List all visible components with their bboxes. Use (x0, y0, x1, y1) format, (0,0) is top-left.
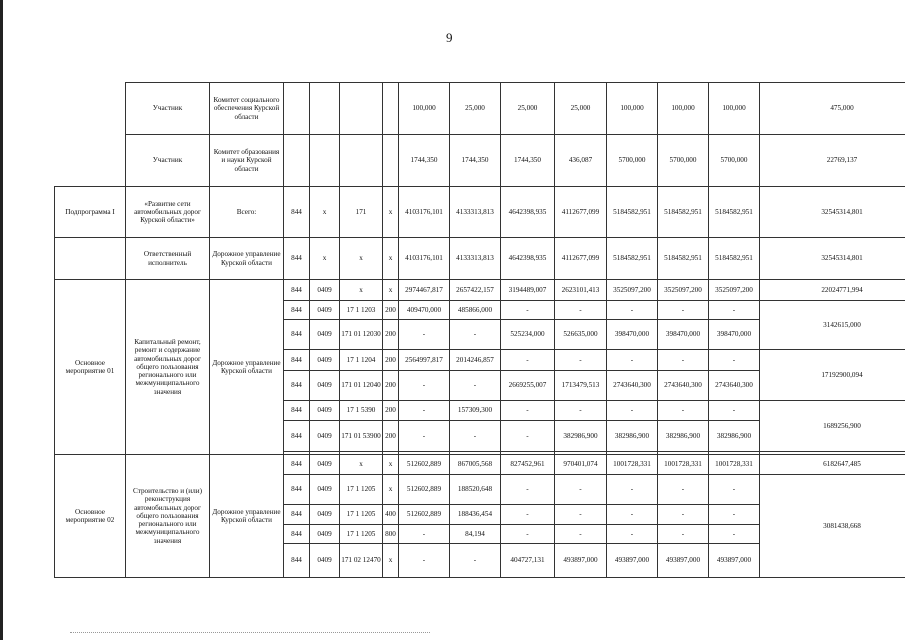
cell-col-10: 526635,000 (555, 320, 607, 350)
cell-col-6: 200 (383, 371, 399, 401)
cell-col-1: Участник (126, 83, 210, 135)
cell-col-6: 200 (383, 421, 399, 452)
cell-col-6: 200 (383, 301, 399, 320)
cell-col-9: - (501, 505, 555, 525)
cell-col-13: - (709, 350, 760, 371)
cell-col-4: 0409 (310, 350, 340, 371)
cell-col-6: x (383, 455, 399, 475)
cell-col-11: - (607, 350, 658, 371)
cell-col-3: 844 (284, 455, 310, 475)
cell-col-8: 4133313,813 (450, 187, 501, 238)
cell-col-3: 844 (284, 505, 310, 525)
cell-col-6: x (383, 280, 399, 301)
cell-col-1: Участник (126, 135, 210, 187)
cell-col-6 (383, 135, 399, 187)
cell-col-10: 25,000 (555, 83, 607, 135)
cell-col-6: x (383, 475, 399, 505)
table-row-participant-social-committee (55, 83, 905, 135)
cell-col-8: - (450, 421, 501, 452)
cell-col-11: 2743640,300 (607, 371, 658, 401)
cell-col-11: 100,000 (607, 83, 658, 135)
cell-col-8: 188520,648 (450, 475, 501, 505)
empty-area (55, 83, 126, 135)
cell-col-5: x (340, 280, 383, 301)
cell-col-3: 844 (284, 401, 310, 421)
cell-col-13: - (709, 301, 760, 320)
cell-col-4: 0409 (310, 475, 340, 505)
cell-col-10: 382986,900 (555, 421, 607, 452)
cell-col-11: 1001728,331 (607, 455, 658, 475)
cell-col-12: 493897,000 (658, 544, 709, 578)
cell-col-14: 1689256,900 (760, 401, 905, 452)
cell-col-2: Всего: (210, 187, 284, 238)
cell-col-8: 2657422,157 (450, 280, 501, 301)
cell-col-10: - (555, 475, 607, 505)
cell-col-11: - (607, 505, 658, 525)
cell-col-6: x (383, 187, 399, 238)
cell-col-14: 3081438,668 (760, 475, 905, 578)
cell-col-13: 1001728,331 (709, 455, 760, 475)
cell-col-11: 5700,000 (607, 135, 658, 187)
cell-col-7: 2974467,817 (399, 280, 450, 301)
cell-col-5: 171 (340, 187, 383, 238)
cell-col-3: 844 (284, 320, 310, 350)
cell-col-10: 1713479,513 (555, 371, 607, 401)
cell-col-14: 32545314,801 (760, 187, 905, 238)
cell-col-6 (383, 83, 399, 135)
cell-col-12: - (658, 350, 709, 371)
cell-col-5: 17 1 1205 (340, 505, 383, 525)
cell-col-4: 0409 (310, 301, 340, 320)
cell-col-8: 867005,568 (450, 455, 501, 475)
cell-col-9: - (501, 301, 555, 320)
cell-col-4: 0409 (310, 455, 340, 475)
cell-col-9: 25,000 (501, 83, 555, 135)
cell-col-9: - (501, 525, 555, 544)
cell-col-14: 3142615,000 (760, 301, 905, 350)
cell-col-8: 157309,300 (450, 401, 501, 421)
cell-col-4: 0409 (310, 401, 340, 421)
cell-col-7: - (399, 371, 450, 401)
cell-col-13: 5184582,951 (709, 187, 760, 238)
cell-col-0: Подпрограмма I (55, 187, 126, 238)
cell-col-11: 493897,000 (607, 544, 658, 578)
cell-col-4: 0409 (310, 320, 340, 350)
cell-col-12: 1001728,331 (658, 455, 709, 475)
cell-col-7: 512602,889 (399, 475, 450, 505)
cell-col-11: 3525097,200 (607, 280, 658, 301)
cell-col-8: 84,194 (450, 525, 501, 544)
cell-col-4: 0409 (310, 525, 340, 544)
cell-col-14: 6182647,485 (760, 455, 905, 475)
cell-col-4: 0409 (310, 280, 340, 301)
cell-col-13: - (709, 401, 760, 421)
cell-col-9: 525234,000 (501, 320, 555, 350)
cell-col-6: x (383, 544, 399, 578)
cell-col-2: Комитет социального обеспечения Курской области (210, 83, 284, 135)
cell-col-9: 3194489,007 (501, 280, 555, 301)
cell-col-10: - (555, 525, 607, 544)
cell-col-5: 17 1 1204 (340, 350, 383, 371)
cell-col-13: 5700,000 (709, 135, 760, 187)
cell-col-6: x (383, 238, 399, 280)
cell-col-4: 0409 (310, 544, 340, 578)
cell-col-13: 398470,000 (709, 320, 760, 350)
cell-col-2: Комитет образования и науки Курской области (210, 135, 284, 187)
cell-col-8: 1744,350 (450, 135, 501, 187)
page-number: 9 (446, 30, 453, 45)
cell-col-4: x (310, 238, 340, 280)
cell-col-10: - (555, 301, 607, 320)
cell-col-10: 970401,074 (555, 455, 607, 475)
cell-col-4 (310, 135, 340, 187)
cell-col-12: 398470,000 (658, 320, 709, 350)
cell-col-6: 200 (383, 401, 399, 421)
cell-col-6: 800 (383, 525, 399, 544)
cell-col-7: 409470,000 (399, 301, 450, 320)
cell-col-11: - (607, 475, 658, 505)
cell-col-10: 4112677,099 (555, 238, 607, 280)
cell-col-9: - (501, 401, 555, 421)
cell-col-5: 171 02 12470 (340, 544, 383, 578)
cell-col-8: - (450, 320, 501, 350)
cell-col-3 (284, 135, 310, 187)
cell-col-3: 844 (284, 238, 310, 280)
cell-col-8: 2014246,857 (450, 350, 501, 371)
cell-col-10: 4112677,099 (555, 187, 607, 238)
cell-col-7: 4103176,101 (399, 187, 450, 238)
cell-col-14: 17192900,094 (760, 350, 905, 401)
cell-col-3: 844 (284, 301, 310, 320)
cell-col-3: 844 (284, 525, 310, 544)
cell-col-11: 398470,000 (607, 320, 658, 350)
cell-col-3: 844 (284, 475, 310, 505)
cell-col-5 (340, 135, 383, 187)
cell-col-6: 400 (383, 505, 399, 525)
cell-col-5: 17 1 5390 (340, 401, 383, 421)
cell-col-11: - (607, 401, 658, 421)
cell-col-5: x (340, 455, 383, 475)
cell-col-2: Дорожное управление Курской области (210, 280, 284, 455)
cell-col-4: x (310, 187, 340, 238)
cell-col-12: 100,000 (658, 83, 709, 135)
cell-col-7: 4103176,101 (399, 238, 450, 280)
cell-col-9: 2669255,007 (501, 371, 555, 401)
cell-col-0: Основное мероприятие 01 (55, 280, 126, 455)
cell-col-13: 382986,900 (709, 421, 760, 452)
cell-col-12: - (658, 505, 709, 525)
cell-col-9: 404727,131 (501, 544, 555, 578)
cell-col-4 (310, 83, 340, 135)
cell-col-10: 493897,000 (555, 544, 607, 578)
cell-col-3: 844 (284, 350, 310, 371)
cell-col-10: - (555, 350, 607, 371)
cell-col-8: 25,000 (450, 83, 501, 135)
cell-col-7: 100,000 (399, 83, 450, 135)
cell-col-10: 436,087 (555, 135, 607, 187)
budget-table (54, 82, 905, 578)
cell-col-13: - (709, 505, 760, 525)
cell-col-9: - (501, 421, 555, 452)
cell-col-5: 171 01 12030 (340, 320, 383, 350)
cell-col-12: 3525097,200 (658, 280, 709, 301)
cell-col-2: Дорожное управление Курской области (210, 455, 284, 578)
cell-col-14: 475,000 (760, 83, 905, 135)
cell-col-13: 493897,000 (709, 544, 760, 578)
table-row-subprogram-1-responsible (55, 238, 905, 280)
cell-col-13: 3525097,200 (709, 280, 760, 301)
cell-col-12: 2743640,300 (658, 371, 709, 401)
cell-col-9: 827452,961 (501, 455, 555, 475)
cell-col-7: 512602,889 (399, 505, 450, 525)
cell-col-5 (340, 83, 383, 135)
cell-col-4: 0409 (310, 505, 340, 525)
cell-col-14: 32545314,801 (760, 238, 905, 280)
cell-col-3: 844 (284, 544, 310, 578)
cell-col-7: - (399, 525, 450, 544)
cell-col-9: 4642398,935 (501, 187, 555, 238)
cell-col-12: 5700,000 (658, 135, 709, 187)
cell-col-3: 844 (284, 280, 310, 301)
cell-col-5: x (340, 238, 383, 280)
cell-col-6: 200 (383, 350, 399, 371)
cell-col-1: Ответственный исполнитель (126, 238, 210, 280)
table-row-subprogram-1-total (55, 187, 905, 238)
cell-col-9: 1744,350 (501, 135, 555, 187)
cell-col-2: Дорожное управление Курской области (210, 238, 284, 280)
cell-col-7: 1744,350 (399, 135, 450, 187)
cell-col-11: 5184582,951 (607, 187, 658, 238)
cell-col-13: 100,000 (709, 83, 760, 135)
cell-col-13: - (709, 475, 760, 505)
cell-col-1: Капитальный ремонт, ремонт и содержание автомобильных дорог общего пользования регионального или межмуниципального значения (126, 280, 210, 455)
cell-col-7: - (399, 401, 450, 421)
cell-col-0 (55, 238, 126, 280)
cell-col-7: 2564997,817 (399, 350, 450, 371)
table-row-measure-01-total (55, 280, 905, 301)
cell-col-8: 485866,000 (450, 301, 501, 320)
empty-area (55, 135, 126, 187)
cell-col-12: - (658, 525, 709, 544)
cell-col-8: - (450, 544, 501, 578)
cell-col-14: 22769,137 (760, 135, 905, 187)
cell-col-6: 200 (383, 320, 399, 350)
cell-col-5: 17 1 1203 (340, 301, 383, 320)
cell-col-10: 2623101,413 (555, 280, 607, 301)
cell-col-9: - (501, 475, 555, 505)
cell-col-5: 171 01 53900 (340, 421, 383, 452)
cell-col-0: Основное мероприятие 02 (55, 455, 126, 578)
cell-col-3 (284, 83, 310, 135)
cell-col-4: 0409 (310, 371, 340, 401)
cell-col-12: 382986,900 (658, 421, 709, 452)
cell-col-9: - (501, 350, 555, 371)
cell-col-14: 22024771,994 (760, 280, 905, 301)
cell-col-13: 2743640,300 (709, 371, 760, 401)
table-row-participant-education-committee (55, 135, 905, 187)
cell-col-12: - (658, 401, 709, 421)
cell-col-9: 4642398,935 (501, 238, 555, 280)
cell-col-3: 844 (284, 371, 310, 401)
cell-col-3: 844 (284, 187, 310, 238)
cell-col-1: Строительство и (или) реконструкция автомобильных дорог общего пользования регионального или межмуниципального значения (126, 455, 210, 578)
cell-col-1: «Развитие сети автомобильных дорог Курской области» (126, 187, 210, 238)
cell-col-8: 4133313,813 (450, 238, 501, 280)
cell-col-4: 0409 (310, 421, 340, 452)
cell-col-5: 17 1 1205 (340, 525, 383, 544)
cell-col-13: - (709, 525, 760, 544)
cell-col-5: 171 01 12040 (340, 371, 383, 401)
cell-col-8: - (450, 371, 501, 401)
cell-col-12: 5184582,951 (658, 238, 709, 280)
scan-edge (0, 0, 3, 640)
cell-col-11: 382986,900 (607, 421, 658, 452)
cell-col-12: - (658, 475, 709, 505)
cell-col-10: - (555, 401, 607, 421)
cell-col-10: - (555, 505, 607, 525)
cell-col-11: - (607, 525, 658, 544)
cell-col-12: - (658, 301, 709, 320)
cell-col-7: - (399, 320, 450, 350)
cell-col-8: 188436,454 (450, 505, 501, 525)
cell-col-11: 5184582,951 (607, 238, 658, 280)
cell-col-5: 17 1 1205 (340, 475, 383, 505)
cell-col-7: - (399, 421, 450, 452)
scan-artifact-line (70, 632, 430, 635)
table-row-measure-02-total (55, 455, 905, 475)
cell-col-11: - (607, 301, 658, 320)
cell-col-7: - (399, 544, 450, 578)
cell-col-7: 512602,889 (399, 455, 450, 475)
cell-col-13: 5184582,951 (709, 238, 760, 280)
cell-col-3: 844 (284, 421, 310, 452)
cell-col-12: 5184582,951 (658, 187, 709, 238)
